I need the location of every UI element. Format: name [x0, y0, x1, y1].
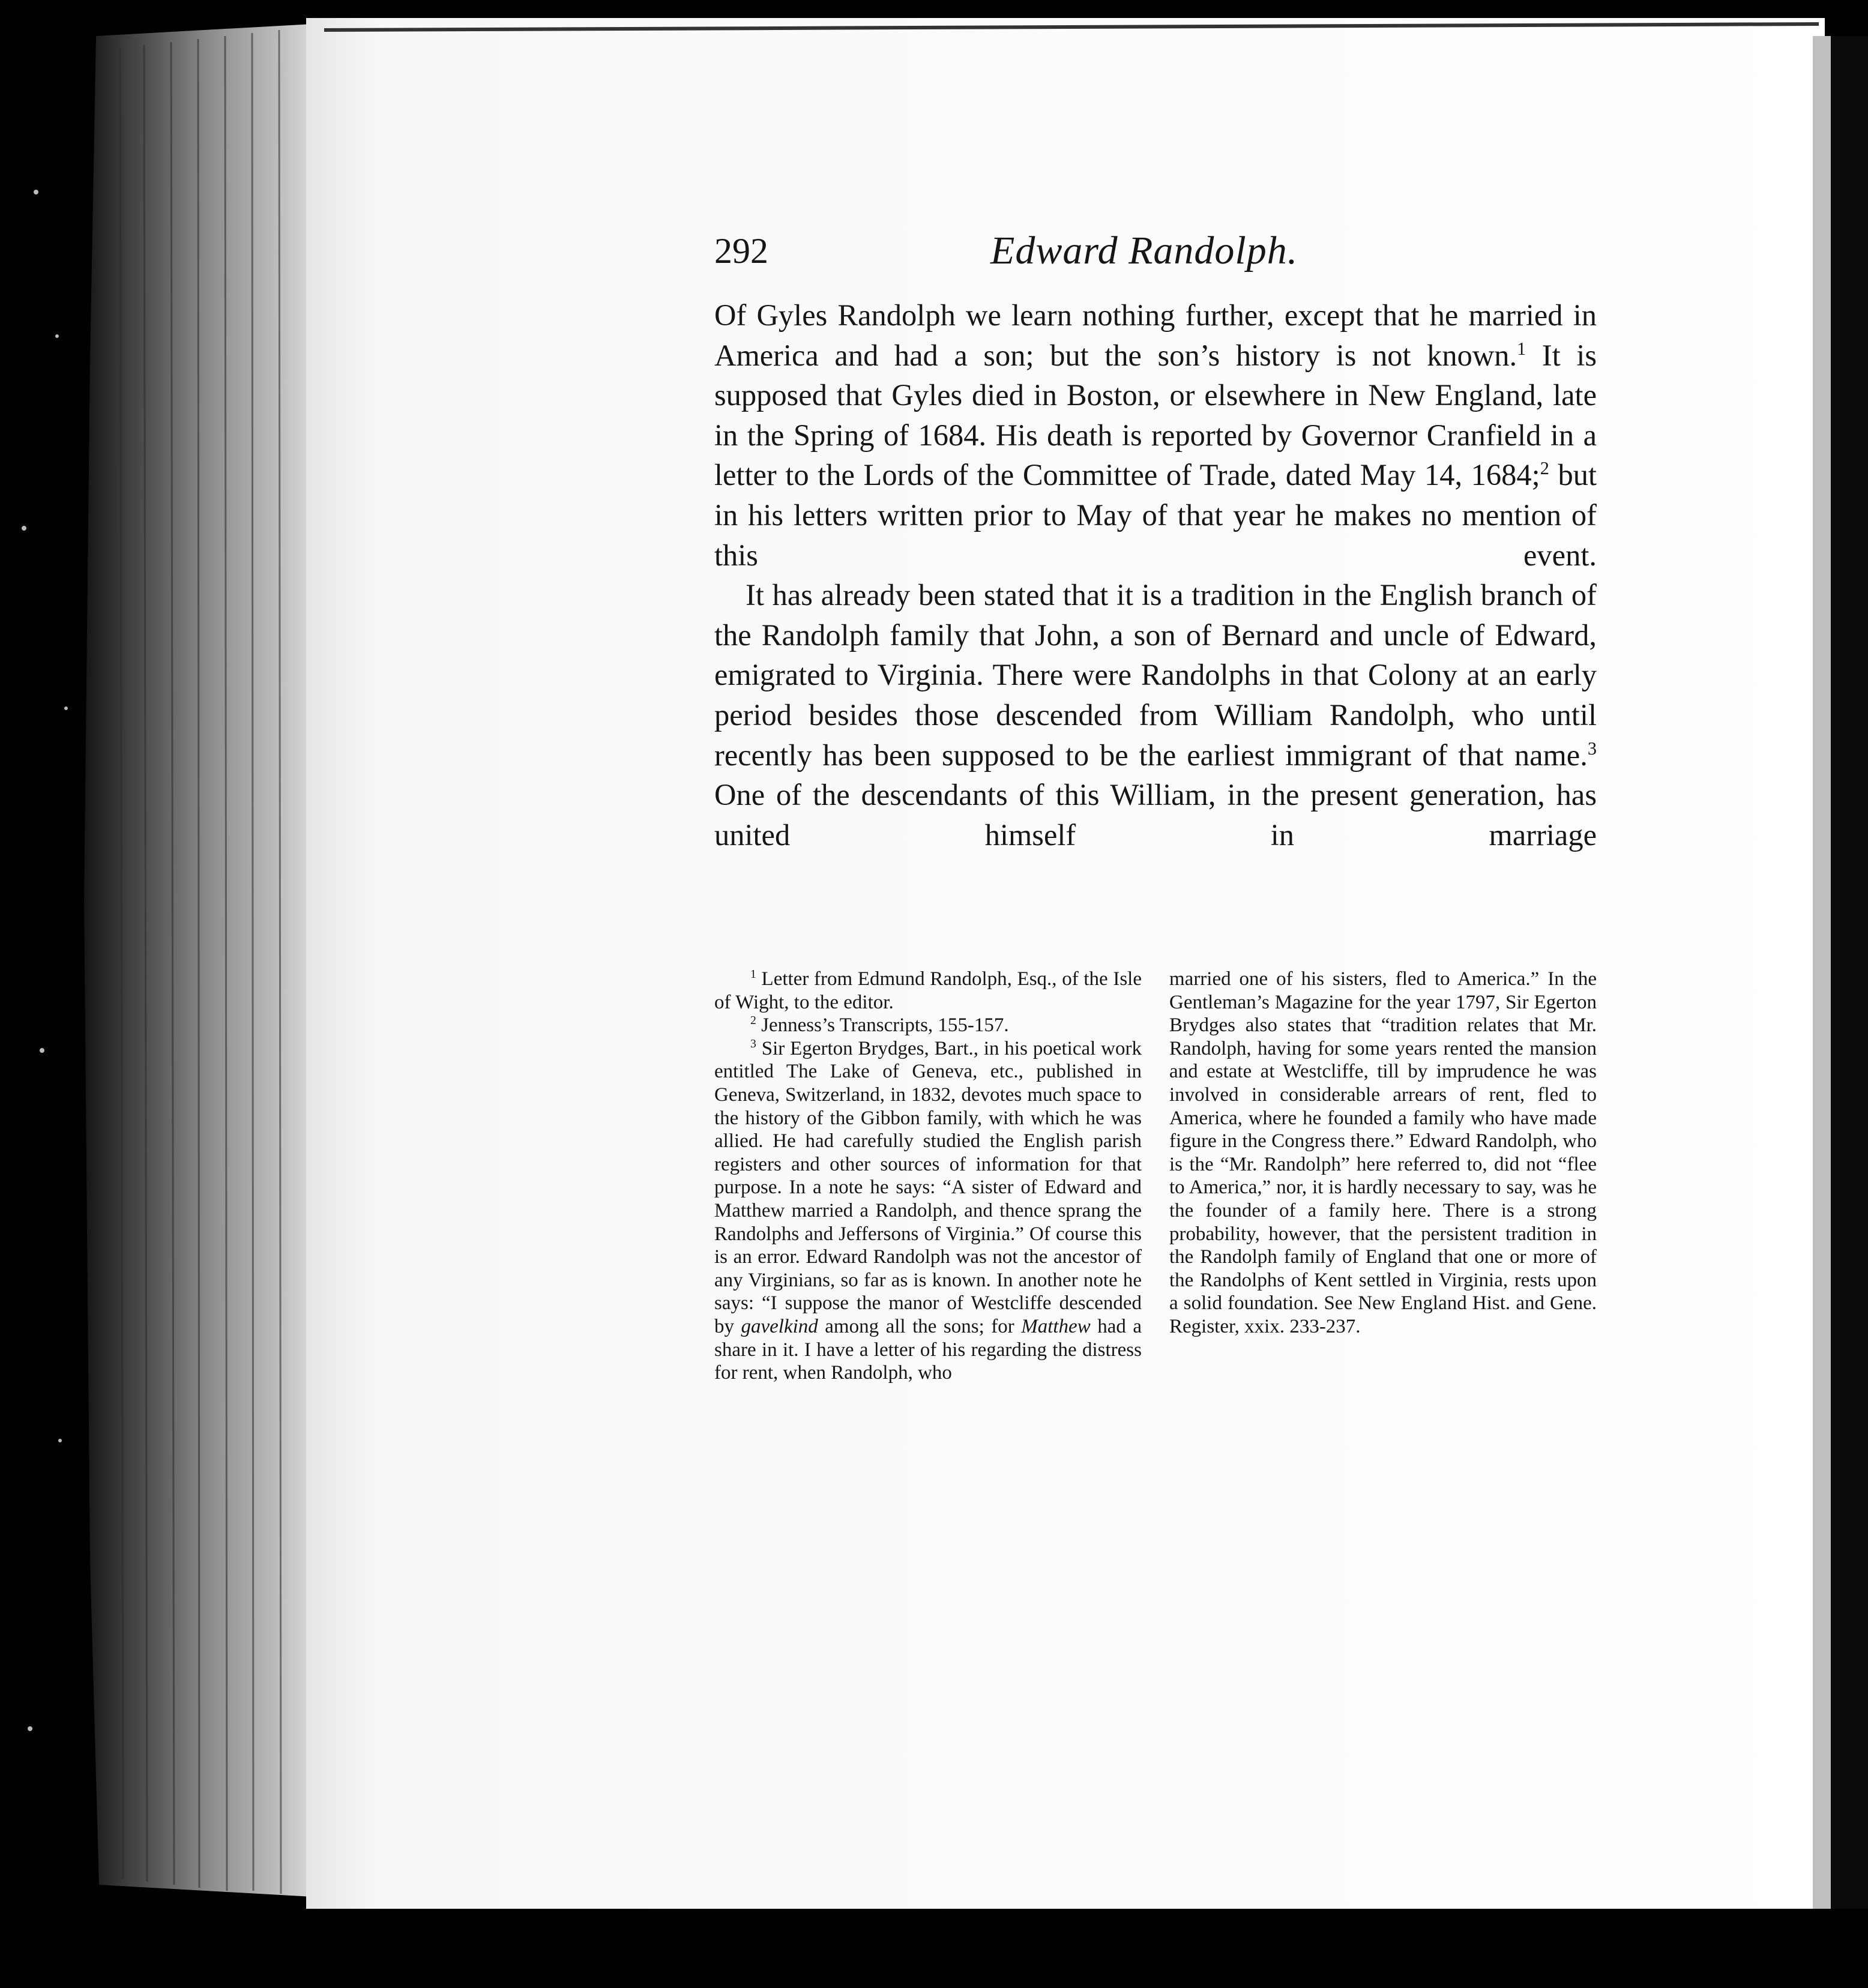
footnote-ref: 3: [1587, 738, 1597, 759]
paragraph: Of Gyles Randolph we learn nothing further, except that he married in America and had a son; but the son’s history is not known.$^1$ It is supposed that Gyles died in Boston, or elsewhere in New England, late in the Spring of 1684. His death is reported by Governor Cranfield in a letter to the Lords of the Committee of Trade, dated May 14, 1684;$^2$ but in his letters written prior to May of that year he makes no mention of this event.: [714, 298, 1597, 572]
footnotes: [714, 968, 1597, 1385]
page-header: [714, 227, 1615, 293]
right-page-edge: [1825, 36, 1868, 1988]
body-text: [714, 295, 1597, 855]
running-title: Edward Randolph.: [990, 229, 1298, 273]
footnote: $^1$ Letter from Edmund Randolph, Esq., of the Isle of Wight, to the editor.: [714, 968, 1142, 1013]
paragraph: It has already been stated that it is a tradition in the English branch of the Randolph family that John, a son of Bernard and uncle of Edward, emigrated to Virginia. There were Randolphs in that Colony at an early period besides those descended from William Randolph, who until recently has been supposed to be the earliest immigrant of that name.$^3$ One of the descendants of this William, in the present generation, has united himself in marriage: [714, 578, 1597, 852]
footnote-column-right: [1169, 968, 1597, 1385]
footnote-continuation: married one of his sisters, fled to America.” In the Gentleman’s Magazine for the year 1797, Sir Egerton Brydges also states that “tradition relates that Mr. Randolph, having for some years rented the mansion and estate at Westcliffe, till by imprudence he was involved in considerable arrears of rent, fled to America, where he founded a family who have made figure in the Congress there.” Edward Randolph, who is the “Mr. Randolph” here referred to, did not “flee to America,” nor, it is hardly necessary to say, was he the founder of a family here. There is a strong probability, however, that the persistent tradition in the Randolph family of England that one or more of the Randolphs of Kent settled in Virginia, rests upon a solid foundation. See New England Hist. and Gene. Register, xxix. 233-237.: [1169, 968, 1597, 1337]
right-page-strip: [1813, 36, 1831, 1921]
footnote: $^2$ Jenness’s Transcripts, 155-157.: [750, 1014, 1009, 1037]
page-number: 292: [714, 231, 768, 271]
footnote: $^3$ Sir Egerton Brydges, Bart., in his poetical work entitled The Lake of Geneva, etc., published in Geneva, Switzerland, in 1832, devotes much space to the history of the Gibbon family, with which he was allied. He had carefully studied the English parish registers and other sources of information for that purpose. In a note he says: “A sister of Edward and Matthew married a Randolph, and thence sprang the Randolphs and Jeffersons of Virginia.” Of course this is an error. Edward Randolph was not the ancestor of any Virginians, so far as is known. In another note he says: “I suppose the manor of Westcliffe descended by gavelkind among all the sons; for Matthew had a share in it. I have a letter of his regarding the distress for rent, when Randolph, who: [714, 1037, 1142, 1384]
bottom-shadow: [0, 1909, 1868, 1988]
footnote-ref: 2: [1540, 458, 1549, 479]
footnote-ref: 1: [1517, 338, 1526, 359]
footnote-column-left: [714, 968, 1142, 1385]
